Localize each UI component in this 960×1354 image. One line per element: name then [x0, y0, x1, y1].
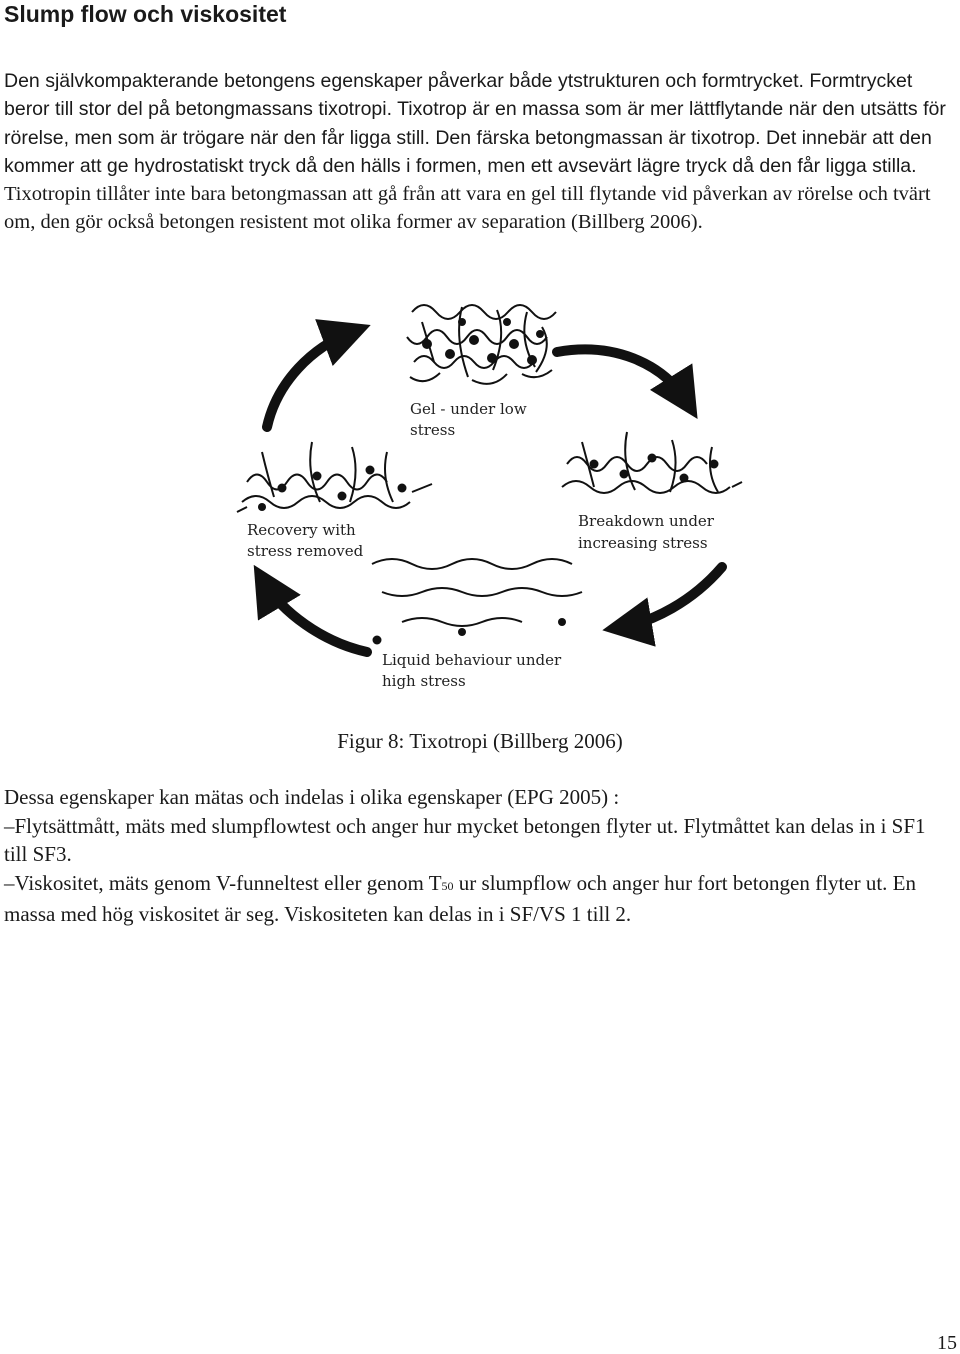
liquid-particles	[373, 618, 567, 645]
viscosity-text-before: –Viskositet, mäts genom V-funneltest eller genom T	[4, 870, 442, 895]
property-item-flow: –Flytsättmått, mäts med slumpflowtest och anger hur mycket betongen flyter ut. Flytmåttet kan delas in i SF1 till SF3.	[4, 813, 926, 866]
liquid-label-line1: Liquid behaviour under	[382, 651, 562, 669]
arrow-top-right	[557, 349, 687, 402]
recovery-label-line1: Recovery with	[247, 521, 356, 539]
properties-intro: Dessa egenskaper kan mätas och indelas i olika egenskaper (EPG 2005) :	[4, 785, 620, 809]
intro-paragraph	[4, 67, 954, 237]
gel-label-line1: Gel - under low	[410, 400, 527, 418]
intro-paragraph-part2: Tixotropin tillåter inte bara betongmassan att gå från att vara en gel till flytande vid påverkan av rörelse och tvärt om, den gör också betongen resistent mot olika former av separation (Billberg 2006).	[4, 183, 931, 234]
liquid-label-line2: high stress	[382, 672, 466, 690]
breakdown-label-line1: Breakdown under	[578, 512, 714, 530]
gel-label-line2: stress	[410, 421, 456, 439]
intro-paragraph-part1: Den självkompakterande betongens egenskaper påverkar både ytstrukturen och formtrycket. Formtrycket beror till stor del på betongmassans tixotropi. Tixotrop är en massa som är mer lättflytande när den utsätts för rörelse, men som är trögare när den får ligga still. Den färska betongmassan är tixotrop. Det innebär att den kommer att ge hydrostatiskt tryck då den hälls i formen, men ett avsevärt lägre tryck då den får ligga stilla.	[4, 70, 946, 177]
arrow-bottom-left	[264, 582, 367, 652]
figure-caption: Figur 8: Tixotropi (Billberg 2006)	[337, 729, 623, 753]
recovery-structure	[237, 442, 432, 512]
thixotropy-figure	[222, 292, 752, 692]
properties-section	[4, 783, 954, 929]
viscosity-text-after: ur slumpflow och anger hur fort betongen flyter ut. En massa med hög viskositet är seg. Viskositeten kan delas in i SF/VS 1 till 2.	[4, 870, 917, 926]
section-heading: Slump flow och viskositet	[4, 1, 287, 27]
property-item-viscosity	[4, 869, 954, 929]
breakdown-label-line2: increasing stress	[578, 534, 708, 552]
arrow-top-left	[267, 332, 352, 427]
liquid-chains	[372, 559, 582, 626]
viscosity-subscript: 50	[441, 878, 454, 893]
page-number: 15	[937, 1332, 957, 1354]
recovery-label-line2: stress removed	[247, 542, 364, 560]
arrow-bottom-right	[622, 567, 722, 627]
